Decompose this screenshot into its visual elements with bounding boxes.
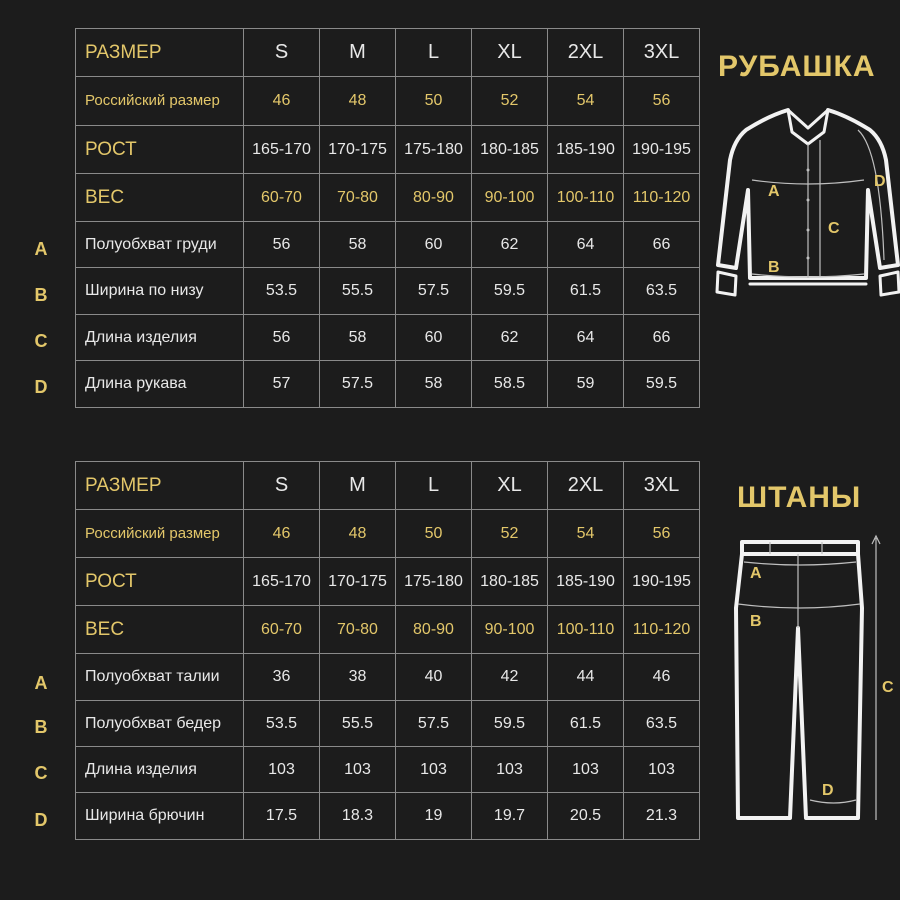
measure-cell: 103	[472, 747, 548, 793]
measure-row	[76, 701, 700, 747]
measure-row	[76, 793, 700, 840]
measure-cell: 19.7	[472, 793, 548, 840]
size-header-row	[76, 462, 700, 510]
measure-cell: 38	[320, 654, 396, 701]
ru-size-cell: 52	[472, 510, 548, 558]
ru-size-cell: 52	[472, 77, 548, 126]
diagram-label-a: A	[750, 565, 762, 582]
weight-cell: 60-70	[244, 606, 320, 654]
measure-cell: 20.5	[548, 793, 624, 840]
measure-label: Длина рукава	[76, 361, 244, 408]
measure-cell: 64	[548, 315, 624, 361]
measure-cell: 19	[396, 793, 472, 840]
height-cell: 185-190	[548, 126, 624, 174]
height-row	[76, 558, 700, 606]
height-cell: 185-190	[548, 558, 624, 606]
measure-cell: 40	[396, 654, 472, 701]
measure-letter: D	[34, 377, 48, 397]
measure-cell: 60	[396, 315, 472, 361]
weight-cell: 90-100	[472, 606, 548, 654]
ru-size-cell: 50	[396, 77, 472, 126]
ru-size-cell: 48	[320, 77, 396, 126]
shirt-diagram-icon	[708, 100, 898, 305]
height-cell: 180-185	[472, 126, 548, 174]
ru-size-label: Российский размер	[76, 510, 244, 558]
ru-size-cell: 46	[244, 510, 320, 558]
weight-cell: 100-110	[548, 174, 624, 222]
measure-cell: 63.5	[624, 268, 700, 315]
measure-label: Полуобхват груди	[76, 222, 244, 268]
diagram-label-b: B	[750, 613, 762, 630]
ru-size-cell: 50	[396, 510, 472, 558]
measure-cell: 57.5	[396, 268, 472, 315]
measure-row	[76, 361, 700, 408]
size-cell: L	[396, 462, 472, 510]
size-label: РАЗМЕР	[76, 462, 244, 510]
ru-size-cell: 54	[548, 510, 624, 558]
measure-row	[76, 315, 700, 361]
shirt-title: РУБАШКА	[718, 50, 876, 83]
measure-cell: 56	[244, 315, 320, 361]
measure-label: Полуобхват бедер	[76, 701, 244, 747]
measure-cell: 58.5	[472, 361, 548, 408]
measure-cell: 62	[472, 222, 548, 268]
measure-cell: 103	[320, 747, 396, 793]
measure-cell: 103	[396, 747, 472, 793]
measure-cell: 21.3	[624, 793, 700, 840]
measure-cell: 18.3	[320, 793, 396, 840]
measure-letter: B	[34, 285, 48, 305]
measure-label: Полуобхват талии	[76, 654, 244, 701]
measure-letter: A	[34, 673, 48, 693]
measure-label: Ширина брючин	[76, 793, 244, 840]
measure-cell: 56	[244, 222, 320, 268]
size-cell: 2XL	[548, 29, 624, 77]
measure-row	[76, 747, 700, 793]
measure-cell: 44	[548, 654, 624, 701]
size-cell: 3XL	[624, 462, 700, 510]
measure-cell: 59.5	[472, 268, 548, 315]
weight-cell: 110-120	[624, 174, 700, 222]
measure-cell: 42	[472, 654, 548, 701]
measure-cell: 17.5	[244, 793, 320, 840]
height-cell: 170-175	[320, 126, 396, 174]
pants-diagram-icon	[730, 528, 900, 828]
height-cell: 175-180	[396, 126, 472, 174]
measure-cell: 61.5	[548, 701, 624, 747]
height-cell: 190-195	[624, 558, 700, 606]
size-cell: 3XL	[624, 29, 700, 77]
size-header-row	[76, 29, 700, 77]
measure-row	[76, 654, 700, 701]
measure-cell: 103	[244, 747, 320, 793]
size-cell: S	[244, 462, 320, 510]
measure-cell: 59	[548, 361, 624, 408]
measure-cell: 62	[472, 315, 548, 361]
diagram-label-a: A	[768, 183, 780, 200]
measure-cell: 59.5	[472, 701, 548, 747]
measure-letter: C	[34, 331, 48, 351]
measure-cell: 66	[624, 222, 700, 268]
measure-cell: 53.5	[244, 268, 320, 315]
diagram-label-d: D	[822, 782, 834, 799]
height-cell: 180-185	[472, 558, 548, 606]
measure-letter: A	[34, 239, 48, 259]
weight-cell: 80-90	[396, 606, 472, 654]
pants-title: ШТАНЫ	[737, 481, 862, 514]
measure-cell: 60	[396, 222, 472, 268]
measure-cell: 59.5	[624, 361, 700, 408]
measure-cell: 57.5	[320, 361, 396, 408]
height-cell: 165-170	[244, 558, 320, 606]
height-cell: 175-180	[396, 558, 472, 606]
height-cell: 165-170	[244, 126, 320, 174]
weight-row	[76, 174, 700, 222]
measure-letter: D	[34, 810, 48, 830]
measure-cell: 55.5	[320, 268, 396, 315]
measure-cell: 36	[244, 654, 320, 701]
weight-cell: 100-110	[548, 606, 624, 654]
height-row	[76, 126, 700, 174]
ru-size-cell: 48	[320, 510, 396, 558]
measure-cell: 63.5	[624, 701, 700, 747]
measure-label: Длина изделия	[76, 315, 244, 361]
size-cell: M	[320, 29, 396, 77]
size-cell: XL	[472, 29, 548, 77]
measure-label: Ширина по низу	[76, 268, 244, 315]
weight-cell: 90-100	[472, 174, 548, 222]
diagram-label-c: C	[828, 220, 840, 237]
ru-size-label: Российский размер	[76, 77, 244, 126]
ru-size-cell: 54	[548, 77, 624, 126]
measure-cell: 58	[320, 222, 396, 268]
measure-row	[76, 268, 700, 315]
size-cell: 2XL	[548, 462, 624, 510]
weight-label: ВЕС	[76, 606, 244, 654]
diagram-label-d: D	[874, 173, 886, 190]
measure-cell: 66	[624, 315, 700, 361]
diagram-label-b: B	[768, 259, 780, 276]
size-cell: XL	[472, 462, 548, 510]
measure-cell: 46	[624, 654, 700, 701]
measure-cell: 58	[396, 361, 472, 408]
size-label: РАЗМЕР	[76, 29, 244, 77]
measure-letter: B	[34, 717, 48, 737]
measure-cell: 103	[624, 747, 700, 793]
weight-row	[76, 606, 700, 654]
measure-cell: 57	[244, 361, 320, 408]
measure-cell: 57.5	[396, 701, 472, 747]
height-label: РОСТ	[76, 558, 244, 606]
ru-size-row	[76, 77, 700, 126]
measure-cell: 103	[548, 747, 624, 793]
diagram-label-c: C	[882, 679, 894, 696]
measure-row	[76, 222, 700, 268]
size-cell: M	[320, 462, 396, 510]
weight-cell: 80-90	[396, 174, 472, 222]
measure-letter: C	[34, 763, 48, 783]
measure-cell: 53.5	[244, 701, 320, 747]
size-cell: S	[244, 29, 320, 77]
ru-size-row	[76, 510, 700, 558]
weight-cell: 110-120	[624, 606, 700, 654]
weight-cell: 60-70	[244, 174, 320, 222]
weight-cell: 70-80	[320, 606, 396, 654]
shirt-size-table	[75, 28, 700, 408]
ru-size-cell: 46	[244, 77, 320, 126]
measure-cell: 55.5	[320, 701, 396, 747]
measure-cell: 58	[320, 315, 396, 361]
measure-label: Длина изделия	[76, 747, 244, 793]
measure-cell: 61.5	[548, 268, 624, 315]
size-cell: L	[396, 29, 472, 77]
height-cell: 170-175	[320, 558, 396, 606]
height-label: РОСТ	[76, 126, 244, 174]
ru-size-cell: 56	[624, 510, 700, 558]
height-cell: 190-195	[624, 126, 700, 174]
pants-size-table	[75, 461, 700, 840]
weight-label: ВЕС	[76, 174, 244, 222]
ru-size-cell: 56	[624, 77, 700, 126]
measure-cell: 64	[548, 222, 624, 268]
weight-cell: 70-80	[320, 174, 396, 222]
